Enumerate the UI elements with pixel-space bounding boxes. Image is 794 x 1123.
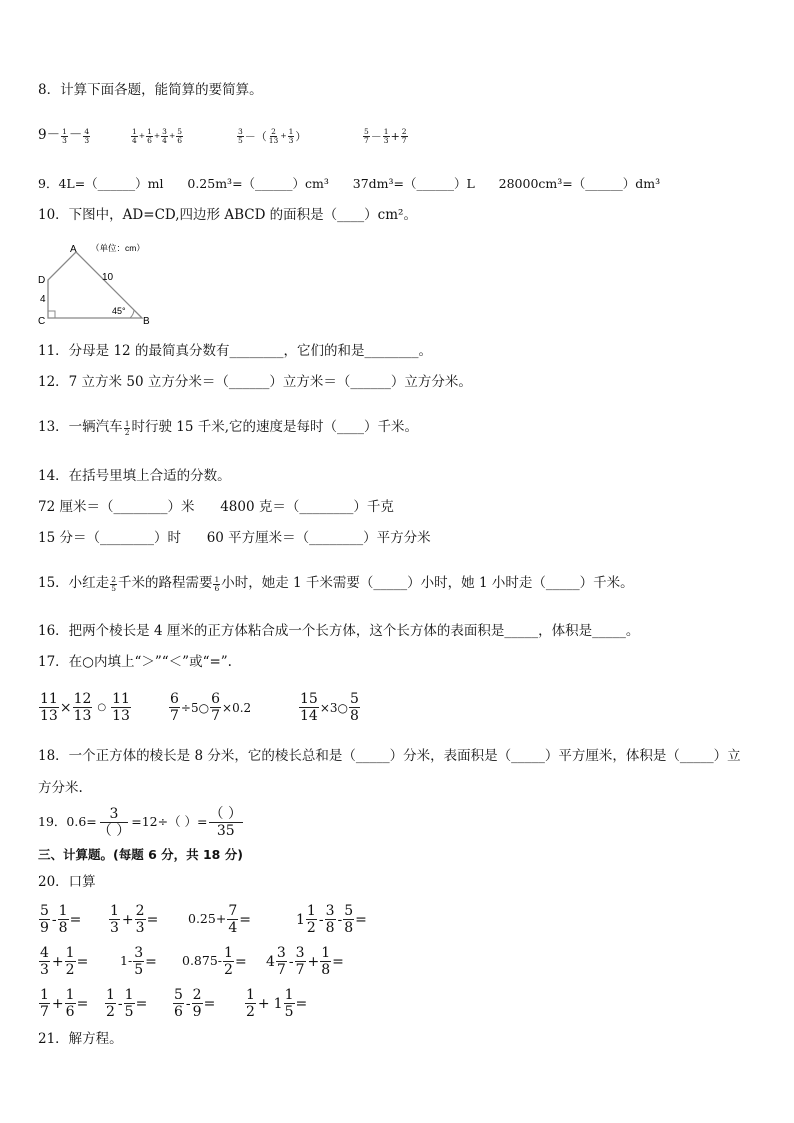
q17-compare-1: $\frac{11}{13}$ × $\frac{12}{13}$ ○ $\frac{11}{13}$	[40, 691, 130, 724]
q12: 12．7 立方米 50 立方分米＝（______）立方米＝（______）立方分米。	[38, 374, 472, 390]
q20-item: 4 $\frac{3}{7}$ - $\frac{3}{7}$ + $\frac{1}{8}$ =	[266, 945, 344, 978]
q11: 11．分母是 12 的最简真分数有________，它们的和是________。	[38, 343, 432, 359]
q17-title: 17．在○内填上“＞”“＜”或“=”.	[38, 654, 232, 670]
section-3-heading: 三、计算题。(每题 6 分，共 18 分)	[38, 847, 243, 862]
q17-compare-2: $\frac{6}{7}$ ÷5○ $\frac{6}{7}$ ×0.2	[170, 691, 252, 724]
unit-label: （单位：cm）	[91, 243, 145, 253]
q20-item: 1- $\frac{3}{5}$ =	[120, 945, 157, 978]
q20-item: $\frac{1}{3}$ + $\frac{2}{3}$ =	[110, 903, 159, 936]
q8-expr-2: $\frac{1}{4}$ + $\frac{1}{6}$ + $\frac{3}{4}$ + $\frac{5}{6}$	[132, 127, 183, 145]
q14-title: 14．在括号里填上合适的分数。	[38, 468, 231, 484]
expr-text: 9－	[38, 127, 61, 144]
label-ab-length: 10	[102, 272, 114, 283]
quadrilateral-figure	[36, 240, 156, 328]
q8-expr-4: $\frac{5}{7}$ － $\frac{1}{3}$ + $\frac{2}{7}$	[364, 127, 407, 145]
label-C: C	[38, 316, 46, 327]
compare-circle: ○	[97, 701, 107, 713]
q19: 19．0.6= $\frac{3}{( )}$ =12÷（ ）= $\frac{( )}{35}$	[38, 806, 242, 839]
label-angle: 45°	[112, 306, 126, 316]
q20-item: 0.25+ $\frac{7}{4}$ =	[188, 903, 251, 936]
expr-op: －	[68, 127, 83, 144]
q15: 15．小红走 $\frac{2}{5}$ 千米的路程需要 $\frac{1}{6}$ 小时，她走 1 千米需要（_____）小时，她 1 小时走（_____）千米。	[38, 575, 634, 593]
q20-item: $\frac{1}{2}$ + 1 $\frac{1}{5}$ =	[246, 987, 308, 1020]
q20-item: $\frac{1}{2}$ - $\frac{1}{5}$ =	[106, 987, 148, 1020]
q14-row-2: 15 分＝（________）时 60 平方厘米＝（________）平方分米	[38, 530, 431, 546]
q21: 21．解方程。	[38, 1031, 123, 1047]
q17-compare-3: $\frac{15}{14}$ ×3○ $\frac{5}{8}$	[300, 691, 359, 724]
q9: 9．4L=（______）ml 0.25m³=（______）cm³ 37dm³=（______）L 28000cm³=（______）dm³	[38, 176, 661, 191]
label-B: B	[143, 316, 150, 327]
label-cd-length: 4	[40, 294, 46, 305]
q20-title: 20．口算	[38, 874, 96, 890]
q14-row-1: 72 厘米＝（________）米 4800 克＝（________）千克	[38, 499, 394, 515]
q10-title: 10．下图中，AD=CD,四边形 ABCD 的面积是（____）cm²。	[38, 207, 417, 223]
label-A: A	[70, 244, 77, 255]
q20-item: $\frac{1}{7}$ + $\frac{1}{6}$ =	[40, 987, 89, 1020]
q18-line-1: 18．一个正方体的棱长是 8 分米，它的棱长总和是（_____）分米，表面积是（_____）平方厘米，体积是（_____）立	[38, 748, 741, 764]
q20-item: $\frac{5}{6}$ - $\frac{2}{9}$ =	[174, 987, 216, 1020]
q13: 13．一辆汽车 $\frac{1}{2}$ 时行驶 15 千米,它的速度是每时（____）千米。	[38, 419, 419, 437]
q8-title: 8．计算下面各题，能简算的要简算。	[38, 82, 263, 98]
q20-item: 1 $\frac{1}{2}$ - $\frac{3}{8}$ - $\frac{5}{8}$ =	[296, 903, 367, 936]
q16: 16．把两个棱长是 4 厘米的正方体粘合成一个长方体，这个长方体的表面积是_____，体积是_____。	[38, 623, 640, 639]
q20-item: $\frac{4}{3}$ + $\frac{1}{2}$ =	[40, 945, 89, 978]
label-D: D	[38, 275, 46, 286]
q8-expr-3: $\frac{3}{5}$ －（ $\frac{2}{13}$ + $\frac{1}{3}$ ）	[238, 127, 307, 145]
q18-line-2: 方分米.	[38, 780, 83, 796]
q8-expr-1: 9－ $\frac{1}{3}$ － $\frac{4}{3}$	[38, 127, 90, 145]
q20-item: 0.875- $\frac{1}{2}$ =	[182, 945, 247, 978]
q20-item: $\frac{5}{9}$ - $\frac{1}{8}$ =	[40, 903, 82, 936]
